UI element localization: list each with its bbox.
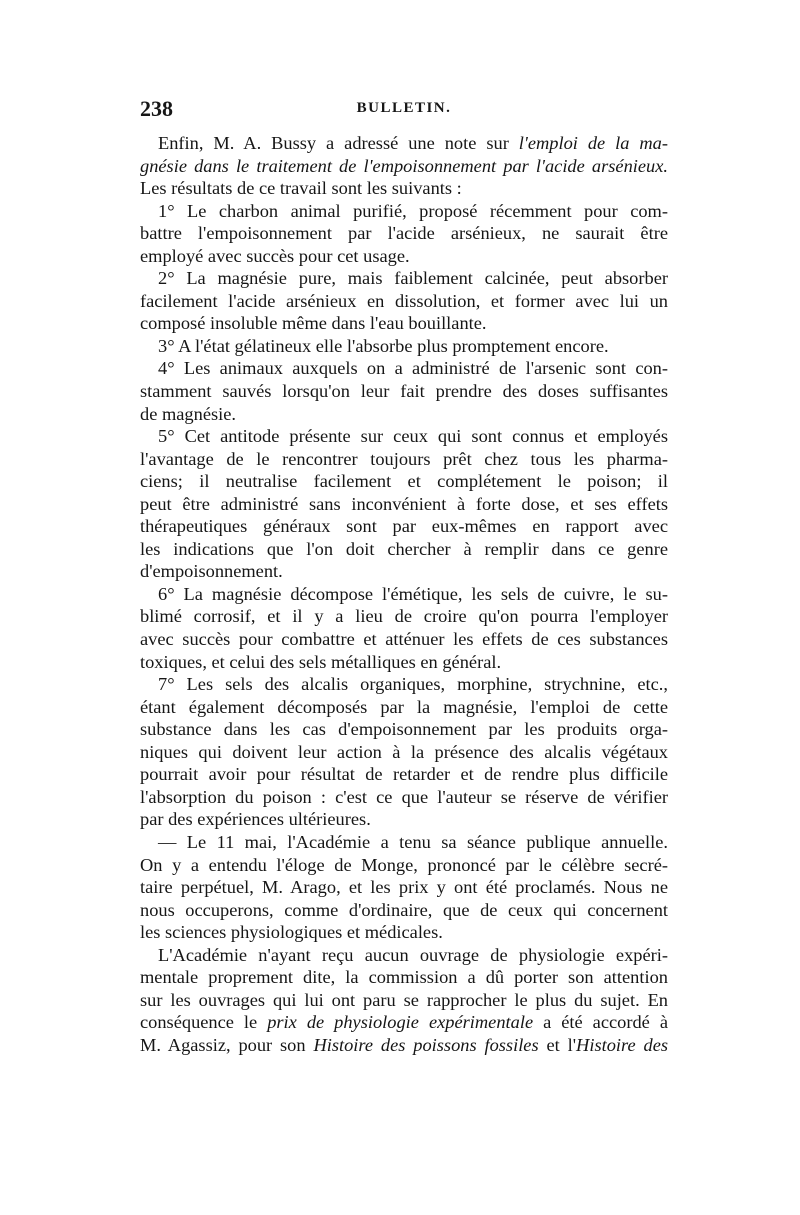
text-line bbox=[140, 200, 668, 223]
text-line bbox=[140, 673, 668, 696]
text-line bbox=[140, 944, 668, 967]
text-line bbox=[140, 403, 668, 426]
text-segment: On y a entendu l'éloge de Monge, prononcé par le célèbre secré- bbox=[140, 854, 668, 875]
text-segment: L'Académie n'ayant reçu aucun ouvrage de physiologie expéri- bbox=[158, 944, 668, 965]
text-line bbox=[140, 357, 668, 380]
text-segment: taire perpétuel, M. Arago, et les prix y ont été proclamés. Nous ne bbox=[140, 877, 668, 898]
text-segment: l'absorption du poison : c'est ce que l'auteur se réserve de vérifier bbox=[140, 786, 668, 807]
text-line bbox=[140, 448, 668, 471]
text-line bbox=[140, 876, 668, 899]
text-segment: peut être administré sans inconvénient à forte dose, et ses effets bbox=[140, 493, 668, 514]
text-line bbox=[140, 808, 668, 831]
running-title: BULLETIN. bbox=[356, 100, 452, 116]
text-segment: thérapeutiques généraux sont par eux-mêmes en rapport avec bbox=[140, 516, 668, 537]
text-segment: de magnésie. bbox=[140, 403, 237, 424]
text-line bbox=[140, 312, 668, 335]
text-segment: composé insoluble même dans l'eau bouillante. bbox=[140, 313, 487, 334]
text-segment: 1° Le charbon animal purifié, proposé récemment pour com- bbox=[158, 200, 668, 221]
text-line bbox=[140, 222, 668, 245]
text-segment: toxiques, et celui des sels métalliques en général. bbox=[140, 651, 502, 672]
text-segment: 5° Cet antitode présente sur ceux qui sont connus et employés bbox=[158, 426, 668, 447]
text-line bbox=[140, 718, 668, 741]
text-line bbox=[140, 583, 668, 606]
text-line bbox=[140, 628, 668, 651]
text-segment: — Le 11 mai, l'Académie a tenu sa séance publique annuelle. bbox=[158, 831, 668, 852]
text-line bbox=[140, 335, 668, 358]
text-segment: l'avantage de le rencontrer toujours prêt chez tous les pharma- bbox=[140, 448, 668, 469]
text-line bbox=[140, 538, 668, 561]
text-segment: sur les ouvrages qui lui ont paru se rapprocher le plus du sujet. En bbox=[140, 989, 668, 1010]
text-line bbox=[140, 493, 668, 516]
text-segment: 3° A l'état gélatineux elle l'absorbe plus promptement encore. bbox=[158, 335, 609, 356]
italic-text: Histoire des bbox=[576, 1034, 668, 1055]
italic-text: l'emploi de la ma- bbox=[518, 133, 668, 153]
text-segment: stamment sauvés lorsqu'on leur fait prendre des doses suffisantes bbox=[140, 381, 668, 402]
text-segment: avec succès pour combattre et atténuer les effets de ces substances bbox=[140, 629, 668, 650]
text-line bbox=[140, 786, 668, 809]
text-segment: substance dans les cas d'empoisonnement par les produits orga- bbox=[140, 719, 668, 740]
text-line bbox=[140, 515, 668, 538]
text-segment: a été accordé à bbox=[533, 1012, 668, 1033]
text-segment: employé avec succès pour cet usage. bbox=[140, 245, 410, 266]
text-segment: pourrait avoir pour résultat de retarder et de rendre plus difficile bbox=[140, 764, 668, 785]
text-line bbox=[140, 1034, 668, 1057]
text-segment: les sciences physiologiques et médicales. bbox=[140, 922, 443, 943]
text-segment: M. Agassiz, pour son bbox=[140, 1034, 314, 1055]
text-segment: 4° Les animaux auxquels on a administré de l'arsenic sont con- bbox=[158, 358, 668, 379]
italic-text: Histoire des poissons fossiles bbox=[313, 1034, 539, 1055]
text-segment: battre l'empoisonnement par l'acide arsénieux, ne saurait être bbox=[140, 223, 668, 244]
text-segment: 6° La magnésie décompose l'émétique, les sels de cuivre, le su- bbox=[158, 583, 668, 604]
text-segment: mentale proprement dite, la commission a dû porter son attention bbox=[140, 967, 668, 988]
text-line bbox=[140, 966, 668, 989]
text-segment: Enfin, M. A. Bussy a adressé une note sur bbox=[158, 133, 519, 153]
text-line bbox=[140, 989, 668, 1012]
italic-text: prix de physiologie expérimentale bbox=[267, 1012, 534, 1033]
text-line bbox=[140, 763, 668, 786]
text-segment: 7° Les sels des alcalis organiques, morphine, strychnine, etc., bbox=[158, 674, 668, 695]
text-segment: nous occuperons, comme d'ordinaire, que de ceux qui concernent bbox=[140, 899, 668, 920]
text-segment: Les résultats de ce travail sont les suivants : bbox=[140, 178, 462, 199]
body-text bbox=[140, 132, 668, 1056]
text-segment: 2° La magnésie pure, mais faiblement calcinée, peut absorber bbox=[158, 268, 668, 289]
text-segment: facilement l'acide arsénieux en dissolution, et former avec lui un bbox=[140, 290, 668, 311]
italic-text: gnésie dans le traitement de l'empoisonnement par l'acide arsénieux. bbox=[140, 155, 668, 176]
text-segment: blimé corrosif, et il y a lieu de croire qu'on pourra l'employer bbox=[140, 606, 668, 627]
text-line bbox=[140, 605, 668, 628]
text-segment: ciens; il neutralise facilement et complétement le poison; il bbox=[140, 471, 668, 492]
text-segment: d'empoisonnement. bbox=[140, 561, 283, 582]
text-segment: les indications que l'on doit chercher à remplir dans ce genre bbox=[140, 538, 668, 559]
text-line bbox=[140, 696, 668, 719]
page-header bbox=[140, 96, 668, 122]
text-line bbox=[140, 831, 668, 854]
text-line bbox=[140, 132, 668, 155]
text-line bbox=[140, 741, 668, 764]
text-line bbox=[140, 290, 668, 313]
text-line bbox=[140, 380, 668, 403]
text-segment: et l' bbox=[538, 1034, 577, 1055]
text-segment: niques qui doivent leur action à la présence des alcalis végétaux bbox=[140, 741, 668, 762]
text-segment: conséquence le bbox=[140, 1012, 268, 1033]
text-line bbox=[140, 155, 668, 178]
page-number: 238 bbox=[140, 96, 173, 121]
text-line bbox=[140, 425, 668, 448]
text-segment: étant également décomposés par la magnésie, l'emploi de cette bbox=[140, 696, 668, 717]
text-line bbox=[140, 899, 668, 922]
text-line bbox=[140, 854, 668, 877]
text-line bbox=[140, 177, 668, 200]
text-line bbox=[140, 651, 668, 674]
text-line bbox=[140, 560, 668, 583]
text-line bbox=[140, 1011, 668, 1034]
text-line bbox=[140, 921, 668, 944]
text-line bbox=[140, 267, 668, 290]
text-line bbox=[140, 245, 668, 268]
text-segment: par des expériences ultérieures. bbox=[140, 809, 371, 830]
text-line bbox=[140, 470, 668, 493]
